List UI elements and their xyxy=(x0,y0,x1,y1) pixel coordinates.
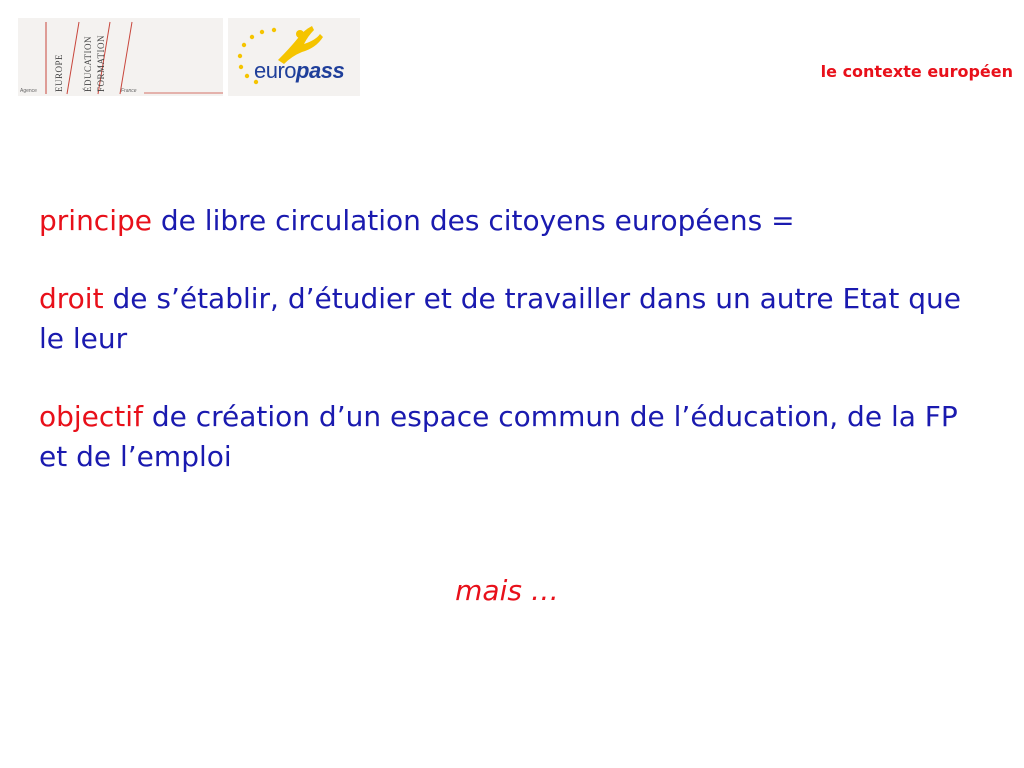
agency-country: France xyxy=(121,88,137,94)
paragraph-objectif xyxy=(39,397,989,477)
agence-europe-education-formation-logo xyxy=(18,18,223,96)
slide-body xyxy=(39,201,989,515)
europass-text-pass: pass xyxy=(296,58,345,83)
closing-text: mais … xyxy=(455,574,559,607)
europass-logo xyxy=(228,18,360,96)
svg-text:europass xyxy=(254,58,344,83)
paragraph-droit xyxy=(39,279,989,359)
agency-line-europe: EUROPE xyxy=(54,53,64,92)
paragraph-principe-text: de libre circulation des citoyens européens = xyxy=(151,204,795,237)
europass-text-euro: euro xyxy=(254,58,297,83)
keyword-droit: droit xyxy=(39,282,104,315)
agency-line-education: ÉDUCATION xyxy=(83,36,93,92)
slide-header xyxy=(0,0,1024,110)
paragraph-principe xyxy=(39,201,989,241)
slide-section-title: le contexte européen xyxy=(820,62,1013,81)
agency-line-formation: FORMATION xyxy=(96,34,106,92)
paragraph-objectif-text: de création d’un espace commun de l’éducation, de la FP et de l’emploi xyxy=(39,400,958,473)
agency-small-label: Agence xyxy=(20,88,37,94)
keyword-objectif: objectif xyxy=(39,400,143,433)
paragraph-droit-text: de s’établir, d’étudier et de travailler dans un autre Etat que le leur xyxy=(39,282,961,355)
keyword-principe: principe xyxy=(39,204,152,237)
